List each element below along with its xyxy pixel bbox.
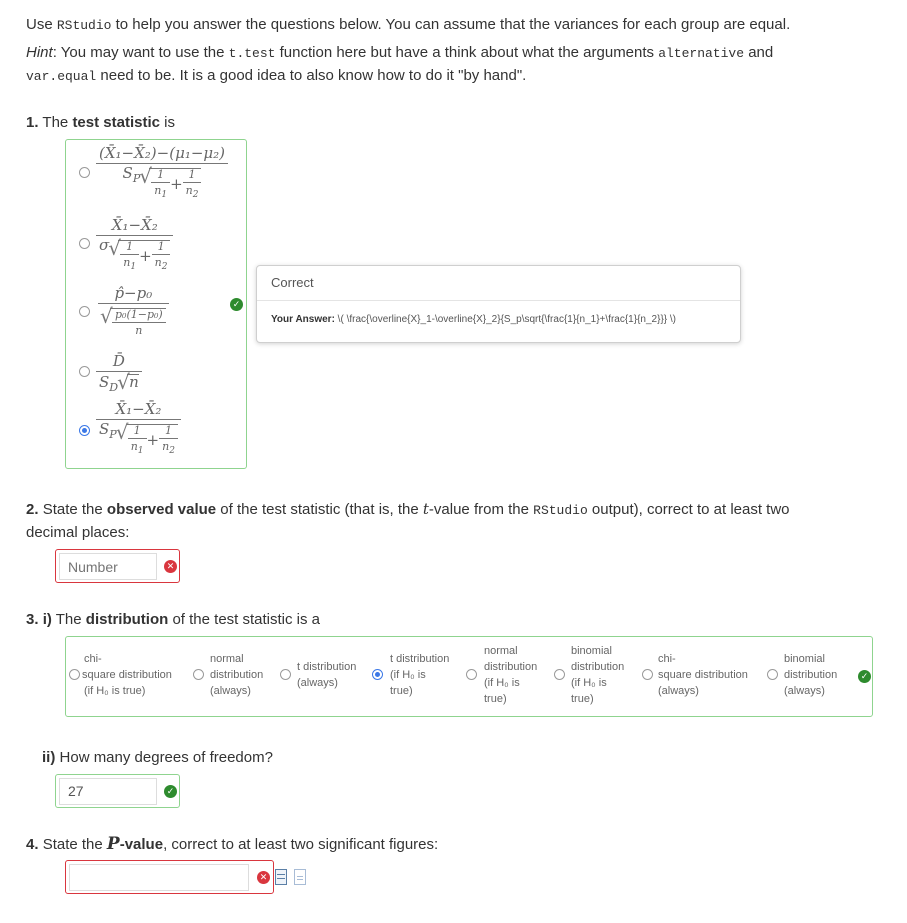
q2-number-input[interactable] [59, 553, 157, 580]
q3-options-box [65, 636, 873, 717]
q2-heading: 2. State the observed value of the test statistic (that is, the t-value from the RStudio output), correct to at least two decimal places: [26, 500, 790, 541]
q3-option-5-radio[interactable] [466, 669, 477, 680]
q1-option-5-radio[interactable] [79, 425, 90, 436]
equation-editor-icon[interactable] [275, 869, 287, 885]
q3-option-7-label: chi- square distribution (always) [658, 653, 748, 697]
q1-option-3-radio[interactable] [79, 306, 90, 317]
document-icon[interactable] [294, 869, 306, 885]
tooltip-answer: Your Answer: \( \frac{\overline{X}_1-\overline{X}_2}{S_p\sqrt{\frac{1}{n_1}+\frac{1}{n_2}}} \) [271, 314, 677, 325]
q3-option-8-label: binomial distribution (always) [784, 653, 838, 697]
q3-option-1-radio[interactable] [69, 669, 80, 680]
q1-option-2-radio[interactable] [79, 238, 90, 249]
q3-option-4-label: t distribution (if H₀ is true) [390, 653, 450, 697]
q3-df-input[interactable]: 27 [59, 778, 157, 805]
q1-option-5-formula: X̄₁−X̄₂ $S_P$ √ $\frac{1}{n_1}$ + $\frac{1}{n_2}$ [96, 402, 181, 456]
q3-option-2-radio[interactable] [193, 669, 204, 680]
q4-answer-wrapper [65, 860, 274, 894]
q3-option-3-radio[interactable] [280, 669, 291, 680]
q3-option-6-radio[interactable] [554, 669, 565, 680]
q1-heading: 1. The test statistic is [26, 114, 175, 131]
hint-text: Hint: You may want to use the t.test function here but have a think about what the arguments alternative and var.equal need to be. It is a good idea to also know how to do it "by hand". [26, 44, 774, 84]
q3-option-4-radio[interactable] [372, 669, 383, 680]
feedback-tooltip [256, 265, 741, 343]
tooltip-title: Correct [257, 266, 740, 301]
q3-option-3-label: t distribution (always) [297, 661, 357, 689]
q3-option-5-label: normal distribution (if H₀ is true) [484, 645, 538, 705]
q3-correct-icon: ✓ [858, 670, 871, 683]
q3-option-1-label: chi- square distribution (if H₀ is true) [82, 653, 172, 697]
q3-option-8-radio[interactable] [767, 669, 778, 680]
q3-option-2-label: normal distribution (always) [210, 653, 264, 697]
q4-pvalue-input[interactable] [69, 864, 249, 891]
q3-df-correct-icon: ✓ [164, 785, 177, 798]
q3-option-6-label: binomial distribution (if H₀ is true) [571, 645, 625, 705]
q2-incorrect-icon: ✕ [164, 560, 177, 573]
q1-option-2-formula: X̄₁−X̄₂ σ √ $\frac{1}{n_1}$ + $\frac{1}{n_2}$ [96, 218, 173, 272]
q3-heading: 3. i) The distribution of the test statistic is a [26, 611, 321, 628]
q1-option-3-formula: p̂−p₀ √ $\frac{\text{p₀(1−p₀)}}{n}$ [98, 286, 169, 336]
q3-ii-heading: ii) How many degrees of freedom? [42, 749, 273, 766]
q1-option-1-formula: (X̄₁−X̄₂)−(μ₁−μ₂) $S_P$ √ $\frac{1}{n_1}$ + $\frac{1}{n_2}$ [96, 146, 228, 200]
q1-option-1-radio[interactable] [79, 167, 90, 178]
q1-correct-icon: ✓ [230, 298, 243, 311]
q4-heading: 4. State the P-value, correct to at least two significant figures: [26, 834, 439, 854]
intro-line: Use RStudio to help you answer the questions below. You can assume that the variances for each group are equal. [26, 16, 791, 33]
q1-options-box [65, 139, 247, 469]
q4-incorrect-icon: ✕ [257, 871, 270, 884]
q3-df-wrapper [55, 774, 180, 808]
q1-option-4-radio[interactable] [79, 366, 90, 377]
q3-option-7-radio[interactable] [642, 669, 653, 680]
q2-answer-wrapper [55, 549, 180, 583]
q1-option-4-formula: D̄ $S_D$ √ n [96, 354, 142, 393]
